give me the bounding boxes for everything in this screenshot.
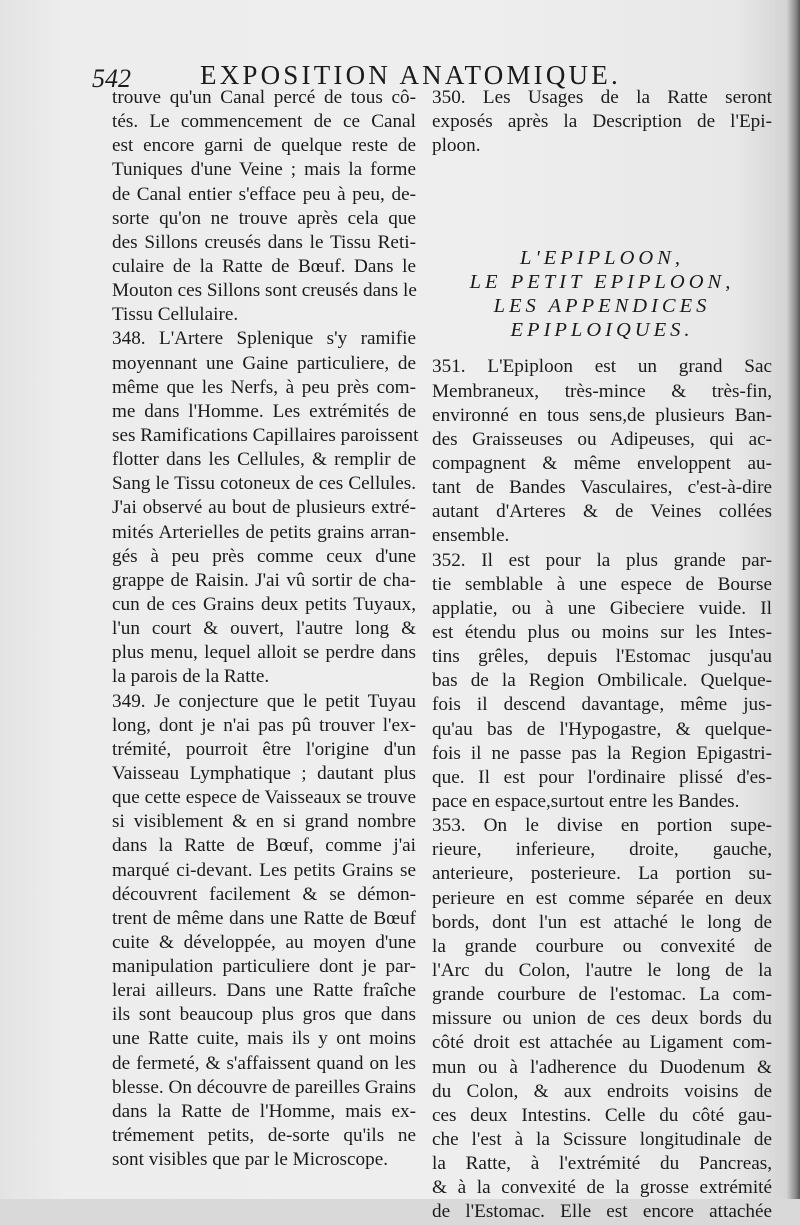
text-line: trémement petits, de-sorte qu'ils ne [112,1125,416,1147]
text-line: trouve qu'un Canal percé de tous cô- [112,87,416,108]
text-line: & à la convexité de la grosse extrémité [432,1177,772,1199]
text-line: une Ratte cuite, mais ils y ont moins [112,1028,416,1050]
text-line: missure ou union de ces deux bords du [432,1008,772,1030]
text-line: Vaisseau Lymphatique ; dautant plus [112,762,416,784]
text-line: fois il descend davantage, même jus- [432,694,772,716]
text-line: Sang le Tissu cotoneux de ces Cellules. [112,473,416,495]
section-title-line: EPIPLOIQUES. [510,319,694,342]
text-line: me dans l'Homme. Les extrémités de [112,400,416,422]
text-line: des Graisseuses ou Adipeuses, qui ac- [432,428,772,450]
text-line: lerai ailleurs. Dans une Ratte fraîche [112,980,416,1002]
section-title-line: LE PETIT EPIPLOON, [469,271,735,294]
text-line: l'un court & ouvert, l'autre long & [112,618,416,640]
text-line: est étendu plus ou moins sur les Intes- [432,621,772,643]
text-line: du Colon, & aux endroits voisins de [432,1080,772,1102]
text-line: trémité, pourroit être l'origine d'un [112,738,416,760]
text-line: long, dont je n'ai pas pû trouver l'ex- [112,714,416,736]
text-line: cuite & développée, au moyen d'une [112,931,416,953]
text-line: bas de la Region Ombilicale. Quelque- [432,670,772,692]
text-line: compagnent & même enveloppent au- [432,452,772,474]
page-number: 542 [92,64,131,93]
text-line: des Sillons creusés dans le Tissu Reti- [112,231,416,253]
text-line: ces deux Intestins. Celle du côté gau- [432,1104,772,1126]
text-line: grande courbure de l'estomac. La com- [432,984,772,1006]
text-line: moyennant une Gaine particuliere, de [112,352,416,374]
text-line: 352. Il est pour la plus grande par- [432,549,772,571]
text-line: culaire de la Ratte de Bœuf. Dans le [112,255,416,277]
text-line: Membraneux, très-mince & très-fin, [432,380,772,402]
text-line: de l'Estomac. Elle est encore attachée [432,1201,772,1223]
text-line: J'ai observé au bout de plusieurs extré- [112,497,416,519]
text-line: tant de Bandes Vasculaires, c'est-à-dire [432,477,772,499]
text-line: dans la Ratte de Bœuf, comme j'ai [112,835,416,857]
text-line: mun ou à l'adherence du Duodenum & [432,1056,772,1078]
title-spacer [432,342,772,355]
text-line: 353. On le divise en portion supe- [432,815,772,837]
text-line: ensemble. [432,525,510,547]
running-title: EXPOSITION ANATOMIQUE. [200,60,621,90]
text-line: est encore garni de quelque reste de [112,135,416,157]
text-line: cun de ces Grains deux petits Tuyaux, [112,593,416,615]
text-line: blesse. On découvre de pareilles Grains [112,1076,416,1098]
text-line: manipulation particuliere dont je par- [112,956,416,978]
text-line: la parois de la Ratte. [112,666,270,688]
text-line: de Canal entier s'efface peu à peu, de- [112,183,416,205]
text-line: marqué ci-devant. Les petits Grains se [112,859,416,881]
text-line: que cette espece de Vaisseaux se trouve [112,787,416,809]
text-line: pace en espace,surtout entre les Bandes. [432,790,740,812]
text-line: Tissu Cellulaire. [112,304,239,326]
text-line: exposés après la Description de l'Epi- [432,111,772,133]
text-line: l'Arc du Colon, l'autre le long de la [432,959,772,981]
text-line: rieure, inferieure, droite, gauche, [432,839,772,861]
text-line: découvrent facilement & se démon- [112,883,416,905]
text-line: fois il ne passe pas la Region Epigastri- [432,742,772,764]
section-title-line: L'EPIPLOON, [520,247,684,270]
text-line: anterieure, posterieure. La portion su- [432,863,772,885]
text-line: même que les Nerfs, à peu près com- [112,376,416,398]
left-column [112,86,419,1172]
text-line: applatie, ou à une Gibeciere vuide. Il [432,597,772,619]
text-line: sont visibles que par le Microscope. [112,1149,389,1171]
text-line: ses Ramifications Capillaires paroissent [112,424,419,446]
text-line: sorte qu'on ne trouve après cela que [112,207,416,229]
text-line: flotter dans les Cellules, & remplir de [112,449,416,471]
text-line: tés. Le commencement de ce Canal [112,111,416,133]
section-title-line: LES APPENDICES [493,295,711,318]
text-line: 349. Je conjecture que le petit Tuyau [112,690,416,712]
text-line: plus menu, lequel alloit se perdre dans [112,642,416,664]
text-line: Mouton ces Sillons sont creusés dans le [112,280,417,302]
text-line: la grande courbure ou convexité de [432,935,772,957]
right-column [432,86,772,1224]
text-line: tie semblable à une espece de Bourse [432,573,772,595]
text-line: 348. L'Artere Splenique s'y ramifie [112,328,416,350]
text-line: ploon. [432,135,481,157]
text-line: perieure en est comme séparée en deux [432,887,772,909]
text-line: ils sont beaucoup plus gros que dans [112,1004,416,1026]
text-line: bords, dont l'un est attaché le long de [432,911,772,933]
text-line: che l'est à la Scissure longitudinale de [432,1128,772,1150]
right-body-text [432,355,772,1224]
text-line: 351. L'Epiploon est un grand Sac [432,356,772,378]
text-line: autant d'Arteres & de Veines collées [432,501,772,523]
text-line: environné en tous sens,de plusieurs Ban- [432,404,772,426]
text-line: gés à peu près comme ceux d'une [112,545,416,567]
text-line: que. Il est pour l'ordinaire plissé d'es- [432,766,772,788]
text-line: Tuniques d'une Veine ; mais la forme [112,159,416,181]
text-line: si visiblement & en si grand nombre [112,811,416,833]
text-line: dans la Ratte de l'Homme, mais ex- [112,1100,416,1122]
section-title [432,246,772,342]
text-line: la Ratte, à l'extrémité du Pancreas, [432,1153,772,1175]
text-line: mités Arterielles de petits grains arran- [112,521,416,543]
text-line: qu'au bas de l'Hypogastre, & quelque- [432,718,772,740]
text-line: tins grêles, depuis l'Estomac jusqu'au [432,646,772,668]
text-line: de fermeté, & s'affaissent quand on les [112,1052,416,1074]
text-line: trent de même dans une Ratte de Bœuf [112,907,416,929]
text-line: grappe de Raisin. J'ai vû sortir de cha- [112,569,416,591]
text-line: côté droit est attachée au Ligament com- [432,1032,772,1054]
page-gutter-shadow [786,0,800,1199]
right-intro-paragraph [432,86,772,158]
text-line: 350. Les Usages de la Ratte seront [432,87,772,108]
